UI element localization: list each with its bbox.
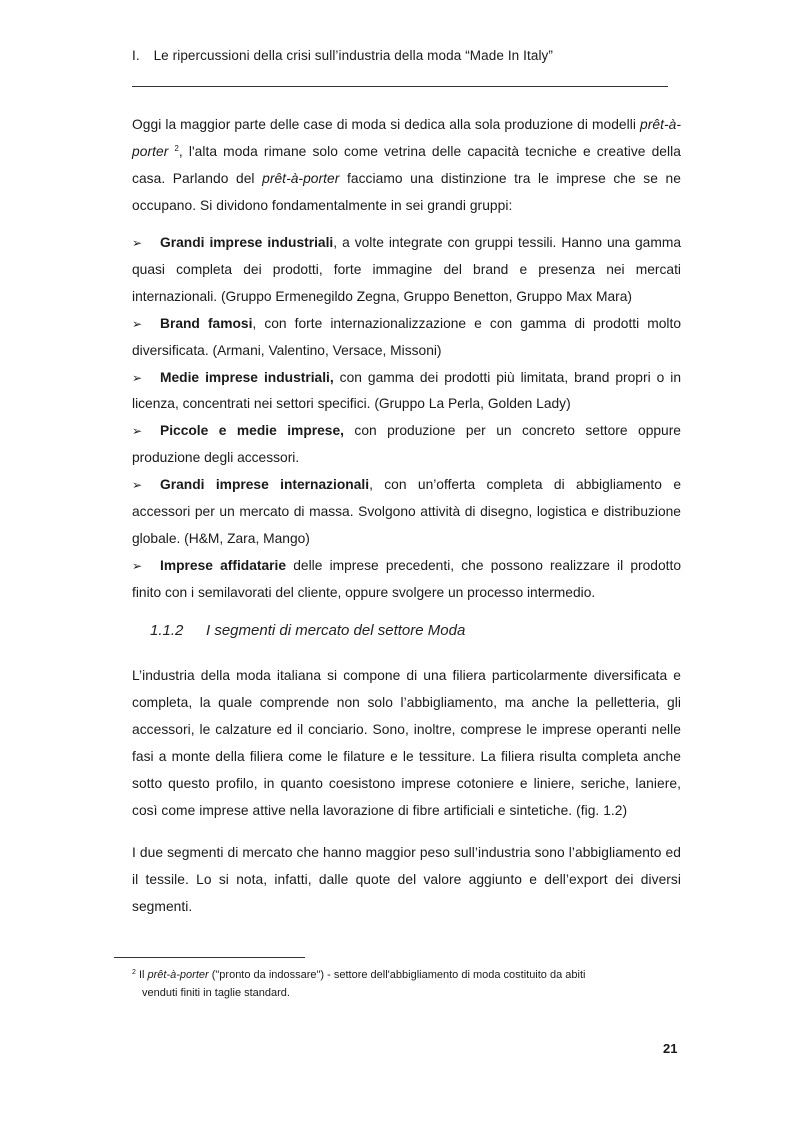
footnote-divider bbox=[114, 957, 305, 958]
running-header bbox=[132, 48, 672, 63]
intro-term-pretaporter: prêt-à-porter bbox=[132, 117, 681, 159]
arrow-bullet-icon: ➢ bbox=[132, 478, 143, 493]
list-item bbox=[132, 230, 681, 311]
footnote-text-3: venduti finiti in taglie standard. bbox=[142, 987, 290, 999]
intro-text-2: , l'alta moda rimane solo come vetrina delle capacità tecniche e creative della casa. Parlando del bbox=[132, 143, 681, 186]
subsection-number: 1.1.2 bbox=[150, 622, 184, 639]
footnote-text-1: Il bbox=[135, 969, 148, 981]
list-item bbox=[132, 365, 681, 419]
list-item-heading: Piccole e medie imprese, bbox=[160, 423, 344, 439]
arrow-bullet-icon: ➢ bbox=[132, 316, 143, 331]
arrow-bullet-icon: ➢ bbox=[132, 558, 143, 573]
list-item-heading: Grandi imprese industriali bbox=[160, 235, 334, 250]
footnote-number: 2 bbox=[132, 969, 136, 976]
footnote-term: prêt-à-porter bbox=[147, 969, 209, 981]
intro-text-1: Oggi la maggior parte delle case di moda si dedica alla sola produzione di modelli bbox=[132, 117, 640, 132]
footnote bbox=[132, 966, 672, 1002]
chapter-title: Le ripercussioni della crisi sull’industria della moda “Made In Italy” bbox=[153, 48, 553, 63]
list-item bbox=[132, 553, 681, 607]
intro-text-3: facciamo una distinzione tra le imprese che se ne occupano. Si dividono fondamentalmente in sei grandi gruppi: bbox=[132, 170, 681, 213]
list-item-text: , con forte internazionalizzazione e con gamma di prodotti molto diversificata. (Armani, Valentino, Versace, Missoni) bbox=[132, 315, 681, 358]
list-item-heading: Imprese affidatarie bbox=[160, 557, 287, 573]
footnote-reference[interactable]: 2 bbox=[174, 143, 179, 153]
company-groups-list bbox=[132, 230, 681, 607]
intro-paragraph bbox=[132, 112, 681, 220]
list-item-text: delle imprese precedenti, che possono realizzare il prodotto finito con i semilavorati del cliente, oppure svolgere un processo intermedio. bbox=[132, 557, 681, 600]
list-item-text: con gamma dei prodotti più limitata, brand propri o in licenza, concentrati nei settori specifici. (Gruppo La Perla, Golden Lady) bbox=[132, 369, 681, 412]
arrow-bullet-icon: ➢ bbox=[132, 370, 143, 385]
list-item bbox=[132, 472, 681, 553]
chapter-number: I. bbox=[132, 48, 140, 63]
footnote-text-2: ("pronto da indossare") - settore dell'abbigliamento di moda costituito da abiti bbox=[208, 969, 586, 981]
list-item-heading: Grandi imprese internazionali bbox=[160, 477, 370, 493]
header-divider bbox=[132, 86, 668, 87]
industry-paragraph: L’industria della moda italiana si compone di una filiera particolarmente diversificata e completa, la quale comprende non solo l’abbigliamento, ma anche la pelletteria, gli accessori, le calzature ed il conciario. Sono, inoltre, comprese le imprese operanti nelle fasi a monte della filiera come le filature e le tessiture. La filiera risulta completa anche sotto questo profilo, in quanto coesistono imprese cotoniere e liniere, seriche, laniere, così come imprese attive nella lavorazione di fibre artificiali e sintetiche. (fig. 1.2) bbox=[132, 668, 681, 818]
list-item-text: , a volte integrate con gruppi tessili. Hanno una gamma quasi completa dei prodotti, forte immagine del brand e presenza nei mercati internazionali. (Gruppo Ermenegildo Zegna, Gruppo Benetton, Gruppo Max Mara) bbox=[132, 235, 681, 304]
list-item-text: , con un’offerta completa di abbigliamento e accessori per un mercato di massa. Svolgono attività di disegno, logistica e distribuzione globale. (H&M, Zara, Mango) bbox=[132, 477, 681, 546]
list-item bbox=[132, 418, 681, 472]
list-item-heading: Brand famosi bbox=[160, 315, 253, 331]
subsection-heading bbox=[150, 622, 465, 639]
arrow-bullet-icon: ➢ bbox=[132, 236, 143, 250]
list-item-text: con produzione per un concreto settore oppure produzione degli accessori. bbox=[132, 423, 681, 466]
segments-paragraph: I due segmenti di mercato che hanno maggior peso sull’industria sono l’abbigliamento ed il tessile. Lo si nota, infatti, dalle quote del valore aggiunto e dell’export dei diversi segmenti. bbox=[132, 845, 681, 914]
page-number: 21 bbox=[663, 1041, 678, 1056]
intro-term-pretaporter-2: prêt-à-porter bbox=[262, 170, 340, 186]
arrow-bullet-icon: ➢ bbox=[132, 424, 143, 439]
list-item-heading: Medie imprese industriali, bbox=[160, 369, 334, 385]
subsection-title: I segmenti di mercato del settore Moda bbox=[206, 622, 466, 639]
list-item bbox=[132, 311, 681, 365]
